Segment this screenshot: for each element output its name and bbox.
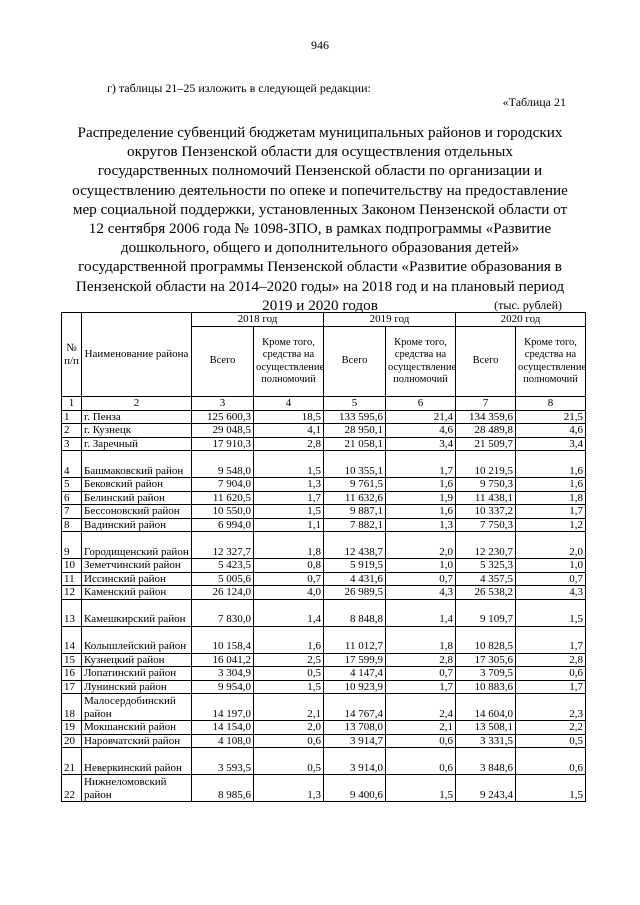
value-except-2020: 1,2: [516, 518, 586, 532]
value-total-2019: 4 431,6: [324, 572, 386, 586]
value-total-2018: 10 550,0: [192, 505, 254, 519]
value-except-2019: 1,5: [386, 775, 456, 802]
row-number: 7: [62, 505, 82, 519]
table-row: [62, 680, 586, 694]
value-total-2020: 9 243,4: [456, 775, 516, 802]
row-number: 4: [62, 451, 82, 478]
value-except-2018: 1,3: [254, 478, 324, 492]
value-total-2019: 11 012,7: [324, 626, 386, 653]
value-total-2018: 8 985,6: [192, 775, 254, 802]
table-row: [62, 775, 586, 802]
table-row: [62, 451, 586, 478]
header-except-2020: Кроме того, средства на осуществление полномочий: [516, 327, 586, 397]
value-except-2019: 2,0: [386, 532, 456, 559]
value-total-2018: 14 154,0: [192, 721, 254, 735]
row-number: 13: [62, 599, 82, 626]
table-row: [62, 748, 586, 775]
row-number: 21: [62, 748, 82, 775]
row-number: 9: [62, 532, 82, 559]
value-total-2020: 28 489,8: [456, 424, 516, 438]
district-name: Вадинский район: [82, 518, 192, 532]
value-total-2018: 11 620,5: [192, 491, 254, 505]
value-total-2018: 3 304,9: [192, 667, 254, 681]
value-except-2019: 0,6: [386, 734, 456, 748]
row-number: 1: [62, 410, 82, 424]
value-except-2019: 0,6: [386, 748, 456, 775]
table-row: [62, 572, 586, 586]
value-except-2020: 0,6: [516, 667, 586, 681]
value-total-2019: 9 761,5: [324, 478, 386, 492]
header-year-2020: 2020 год: [456, 313, 586, 327]
value-except-2020: 0,5: [516, 734, 586, 748]
table-row: [62, 410, 586, 424]
value-except-2018: 4,1: [254, 424, 324, 438]
value-except-2019: 1,4: [386, 599, 456, 626]
value-total-2020: 4 357,5: [456, 572, 516, 586]
table-row: [62, 667, 586, 681]
header-year-2019: 2019 год: [324, 313, 456, 327]
value-except-2019: 0,7: [386, 572, 456, 586]
value-except-2018: 1,5: [254, 451, 324, 478]
district-name: Лопатинский район: [82, 667, 192, 681]
value-total-2020: 3 848,6: [456, 748, 516, 775]
value-total-2020: 7 750,3: [456, 518, 516, 532]
district-name: Колышлейский район: [82, 626, 192, 653]
value-total-2020: 12 230,7: [456, 532, 516, 559]
district-name: Белинский район: [82, 491, 192, 505]
value-except-2018: 0,6: [254, 734, 324, 748]
value-except-2019: 2,4: [386, 694, 456, 721]
value-except-2019: 1,6: [386, 478, 456, 492]
value-except-2019: 2,8: [386, 653, 456, 667]
table-row: [62, 559, 586, 573]
value-total-2019: 3 914,0: [324, 748, 386, 775]
value-total-2018: 5 005,6: [192, 572, 254, 586]
value-total-2018: 9 954,0: [192, 680, 254, 694]
row-number: 8: [62, 518, 82, 532]
value-total-2020: 9 750,3: [456, 478, 516, 492]
value-total-2020: 11 438,1: [456, 491, 516, 505]
value-except-2018: 2,0: [254, 721, 324, 735]
value-except-2018: 1,6: [254, 626, 324, 653]
value-total-2019: 28 950,1: [324, 424, 386, 438]
district-name: Неверкинский район: [82, 748, 192, 775]
row-number: 3: [62, 437, 82, 451]
table-header: [62, 313, 586, 411]
value-total-2018: 16 041,2: [192, 653, 254, 667]
col-number: 7: [456, 397, 516, 411]
row-number: 10: [62, 559, 82, 573]
value-except-2018: 0,7: [254, 572, 324, 586]
value-except-2019: 2,1: [386, 721, 456, 735]
district-name: Мокшанский район: [82, 721, 192, 735]
value-total-2018: 14 197,0: [192, 694, 254, 721]
district-name: г. Кузнецк: [82, 424, 192, 438]
header-total-2019: Всего: [324, 327, 386, 397]
value-total-2019: 9 887,1: [324, 505, 386, 519]
table-row: [62, 626, 586, 653]
value-except-2018: 1,8: [254, 532, 324, 559]
value-except-2020: 4,6: [516, 424, 586, 438]
value-total-2020: 3 709,5: [456, 667, 516, 681]
value-total-2020: 10 828,5: [456, 626, 516, 653]
value-except-2020: 0,7: [516, 572, 586, 586]
col-number: 4: [254, 397, 324, 411]
value-total-2019: 8 848,8: [324, 599, 386, 626]
table-body: [62, 410, 586, 802]
district-name: Иссинский район: [82, 572, 192, 586]
table-row: [62, 694, 586, 721]
district-name: Земетчинский район: [82, 559, 192, 573]
row-number: 14: [62, 626, 82, 653]
value-except-2018: 1,3: [254, 775, 324, 802]
table-row: [62, 424, 586, 438]
header-name: Наименование района: [82, 313, 192, 397]
value-except-2020: 1,0: [516, 559, 586, 573]
header-total-2020: Всего: [456, 327, 516, 397]
value-total-2018: 26 124,0: [192, 586, 254, 600]
value-except-2020: 1,8: [516, 491, 586, 505]
value-except-2019: 0,7: [386, 667, 456, 681]
value-total-2018: 6 994,0: [192, 518, 254, 532]
row-number: 19: [62, 721, 82, 735]
value-total-2020: 14 604,0: [456, 694, 516, 721]
header-total-2018: Всего: [192, 327, 254, 397]
value-except-2020: 2,2: [516, 721, 586, 735]
value-except-2020: 1,5: [516, 775, 586, 802]
value-total-2018: 125 600,3: [192, 410, 254, 424]
value-except-2020: 4,3: [516, 586, 586, 600]
value-total-2020: 26 538,2: [456, 586, 516, 600]
row-number: 22: [62, 775, 82, 802]
value-total-2019: 13 708,0: [324, 721, 386, 735]
table-row: [62, 653, 586, 667]
value-total-2019: 9 400,6: [324, 775, 386, 802]
table-row: [62, 505, 586, 519]
value-total-2020: 13 508,1: [456, 721, 516, 735]
value-total-2018: 17 910,3: [192, 437, 254, 451]
value-except-2020: 1,5: [516, 599, 586, 626]
value-except-2020: 1,6: [516, 478, 586, 492]
value-except-2018: 1,7: [254, 491, 324, 505]
value-total-2020: 21 509,7: [456, 437, 516, 451]
district-name: Бессоновский район: [82, 505, 192, 519]
value-total-2019: 14 767,4: [324, 694, 386, 721]
value-total-2020: 9 109,7: [456, 599, 516, 626]
district-name: г. Пенза: [82, 410, 192, 424]
value-except-2018: 2,8: [254, 437, 324, 451]
value-total-2020: 134 359,6: [456, 410, 516, 424]
value-total-2019: 4 147,4: [324, 667, 386, 681]
value-except-2020: 2,3: [516, 694, 586, 721]
value-total-2019: 7 882,1: [324, 518, 386, 532]
value-total-2020: 5 325,3: [456, 559, 516, 573]
value-except-2018: 1,5: [254, 680, 324, 694]
value-total-2020: 17 305,6: [456, 653, 516, 667]
header-row-col-numbers: [62, 397, 586, 411]
table-title: Распределение субвенций бюджетам муниципальных районов и городских округов Пензенской области для осуществления отдельных государственных полномочий Пензенской области по организации и осуществлению деятельности по опеке и попечительству на предоставление мер социальной поддержки, установленных Законом Пензенской области от 12 сентября 2006 года № 1098-ЗПО, в рамках подпрограммы «Развитие дошкольного, общего и дополнительного образования детей» государственной программы Пензенской области «Развитие образования в Пензенской области на 2014–2020 годы» на 2018 год и на плановый период 2019 и 2020 годов: [72, 124, 568, 314]
table-row: [62, 478, 586, 492]
value-except-2019: 1,7: [386, 680, 456, 694]
value-except-2020: 2,0: [516, 532, 586, 559]
value-except-2020: 3,4: [516, 437, 586, 451]
value-total-2018: 3 593,5: [192, 748, 254, 775]
row-number: 16: [62, 667, 82, 681]
table-row: [62, 532, 586, 559]
value-total-2019: 10 923,9: [324, 680, 386, 694]
table-row: [62, 491, 586, 505]
page-number: 946: [311, 38, 329, 52]
value-except-2019: 1,8: [386, 626, 456, 653]
district-name: Кузнецкий район: [82, 653, 192, 667]
value-except-2018: 0,5: [254, 748, 324, 775]
value-total-2019: 26 989,5: [324, 586, 386, 600]
value-except-2018: 1,5: [254, 505, 324, 519]
row-number: 15: [62, 653, 82, 667]
value-total-2019: 3 914,7: [324, 734, 386, 748]
row-number: 6: [62, 491, 82, 505]
value-except-2018: 0,8: [254, 559, 324, 573]
col-number: 8: [516, 397, 586, 411]
value-total-2018: 10 158,4: [192, 626, 254, 653]
row-number: 5: [62, 478, 82, 492]
table-row: [62, 518, 586, 532]
value-except-2020: 0,6: [516, 748, 586, 775]
value-total-2019: 17 599,9: [324, 653, 386, 667]
value-total-2018: 7 904,0: [192, 478, 254, 492]
row-number: 11: [62, 572, 82, 586]
intro-text: г) таблицы 21–25 изложить в следующей редакции:: [107, 81, 371, 95]
table-row: [62, 437, 586, 451]
value-except-2018: 1,1: [254, 518, 324, 532]
value-except-2019: 21,4: [386, 410, 456, 424]
district-name: Башмаковский район: [82, 451, 192, 478]
value-except-2019: 1,6: [386, 505, 456, 519]
district-name: Малосердобинский район: [82, 694, 192, 721]
row-number: 12: [62, 586, 82, 600]
table-row: [62, 599, 586, 626]
col-number: 1: [62, 397, 82, 411]
table-reference: «Таблица 21: [502, 95, 566, 109]
value-except-2018: 2,1: [254, 694, 324, 721]
district-name: Камешкирский район: [82, 599, 192, 626]
value-total-2018: 7 830,0: [192, 599, 254, 626]
value-except-2018: 18,5: [254, 410, 324, 424]
value-except-2018: 2,5: [254, 653, 324, 667]
value-except-2018: 0,5: [254, 667, 324, 681]
value-total-2019: 5 919,5: [324, 559, 386, 573]
value-total-2020: 10 337,2: [456, 505, 516, 519]
value-except-2020: 1,7: [516, 626, 586, 653]
table-row: [62, 721, 586, 735]
table-row: [62, 586, 586, 600]
value-except-2019: 1,0: [386, 559, 456, 573]
value-total-2020: 3 331,5: [456, 734, 516, 748]
col-number: 5: [324, 397, 386, 411]
district-name: Каменский район: [82, 586, 192, 600]
value-total-2019: 12 438,7: [324, 532, 386, 559]
value-total-2020: 10 219,5: [456, 451, 516, 478]
value-except-2018: 4,0: [254, 586, 324, 600]
value-total-2018: 5 423,5: [192, 559, 254, 573]
district-name: Городищенский район: [82, 532, 192, 559]
district-name: Наровчатский район: [82, 734, 192, 748]
value-except-2020: 1,7: [516, 505, 586, 519]
col-number: 6: [386, 397, 456, 411]
col-number: 2: [82, 397, 192, 411]
row-number: 18: [62, 694, 82, 721]
col-number: 3: [192, 397, 254, 411]
value-except-2019: 1,9: [386, 491, 456, 505]
value-total-2019: 11 632,6: [324, 491, 386, 505]
value-except-2020: 21,5: [516, 410, 586, 424]
district-name: г. Заречный: [82, 437, 192, 451]
value-total-2018: 9 548,0: [192, 451, 254, 478]
district-name: Нижнеломовский район: [82, 775, 192, 802]
value-except-2019: 1,7: [386, 451, 456, 478]
district-name: Бековский район: [82, 478, 192, 492]
value-except-2019: 4,6: [386, 424, 456, 438]
value-total-2019: 21 058,1: [324, 437, 386, 451]
header-year-2018: 2018 год: [192, 313, 324, 327]
row-number: 17: [62, 680, 82, 694]
value-total-2018: 4 108,0: [192, 734, 254, 748]
row-number: 20: [62, 734, 82, 748]
value-except-2018: 1,4: [254, 599, 324, 626]
district-name: Лунинский район: [82, 680, 192, 694]
value-total-2018: 12 327,7: [192, 532, 254, 559]
subventions-table: [61, 312, 586, 802]
header-num: № п/п: [62, 313, 82, 397]
value-except-2020: 1,6: [516, 451, 586, 478]
value-except-2020: 2,8: [516, 653, 586, 667]
units-label: (тыс. рублей): [494, 298, 562, 312]
value-total-2019: 133 595,6: [324, 410, 386, 424]
row-number: 2: [62, 424, 82, 438]
value-except-2019: 1,3: [386, 518, 456, 532]
header-except-2019: Кроме того, средства на осуществление полномочий: [386, 327, 456, 397]
table-row: [62, 734, 586, 748]
value-except-2019: 4,3: [386, 586, 456, 600]
header-except-2018: Кроме того, средства на осуществление полномочий: [254, 327, 324, 397]
header-row-years: [62, 313, 586, 327]
value-total-2020: 10 883,6: [456, 680, 516, 694]
value-except-2020: 1,7: [516, 680, 586, 694]
value-total-2019: 10 355,1: [324, 451, 386, 478]
value-total-2018: 29 048,5: [192, 424, 254, 438]
value-except-2019: 3,4: [386, 437, 456, 451]
